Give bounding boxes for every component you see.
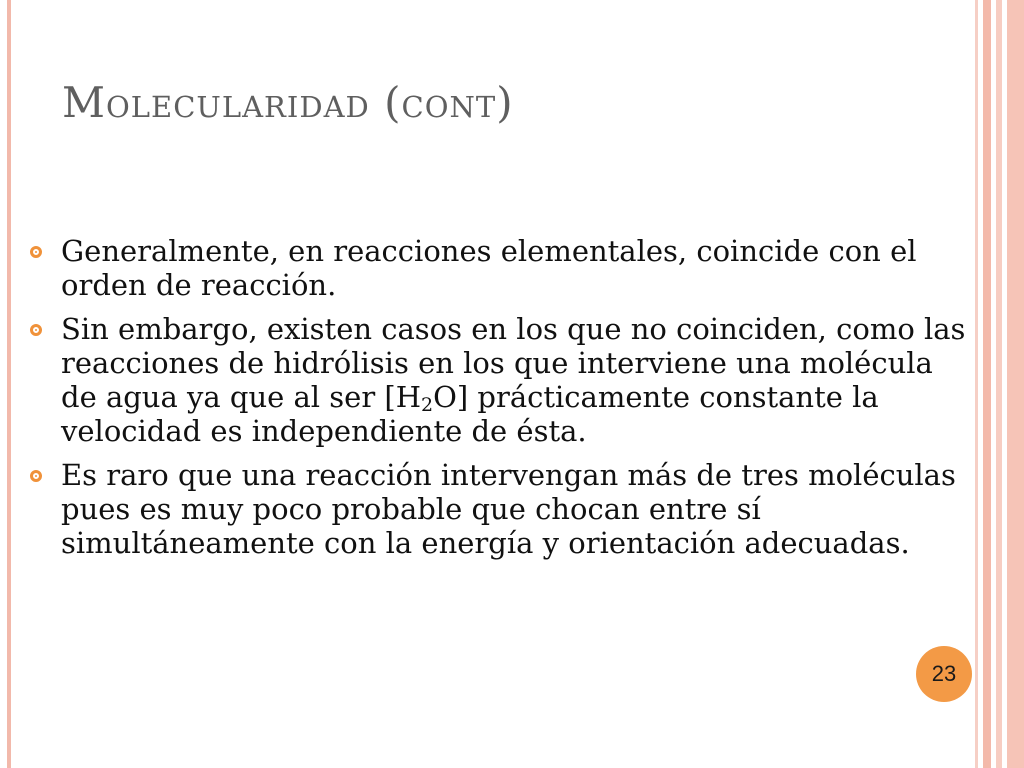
bullet-text: Es raro que una reacción intervengan más de tres moléculas pues es muy poco probable que chocan entre sí simultáneamente con la energía y orientación adecuadas. — [61, 458, 956, 560]
right-stripe-decoration — [983, 0, 991, 768]
page-number-badge: 23 — [916, 646, 972, 702]
right-stripe-decoration — [1007, 0, 1024, 768]
bullet-item — [30, 234, 970, 302]
slide-title: Molecularidad (cont) — [62, 78, 514, 127]
bullet-text-part: O] prácticamente constante la velocidad es independiente de ésta. — [61, 380, 879, 448]
left-border-decoration — [7, 0, 11, 768]
bullet-text: Generalmente, en reacciones elementales, coincide con el orden de reacción. — [61, 234, 917, 302]
bullet-list — [30, 234, 970, 560]
bullet-item — [30, 458, 970, 560]
bullet-text — [61, 312, 965, 448]
right-stripe-decoration — [996, 0, 1002, 768]
circle-bullet-icon — [30, 246, 42, 258]
circle-bullet-icon — [30, 324, 42, 336]
bullet-text-part: Sin embargo, existen casos en los que no coinciden, como las reacciones de hidrólisis en los que interviene una molécula de agua ya que al ser [H — [61, 312, 966, 414]
subscript: 2 — [421, 394, 434, 416]
circle-bullet-icon — [30, 470, 42, 482]
right-stripe-decoration — [975, 0, 978, 768]
bullet-item — [30, 312, 970, 448]
